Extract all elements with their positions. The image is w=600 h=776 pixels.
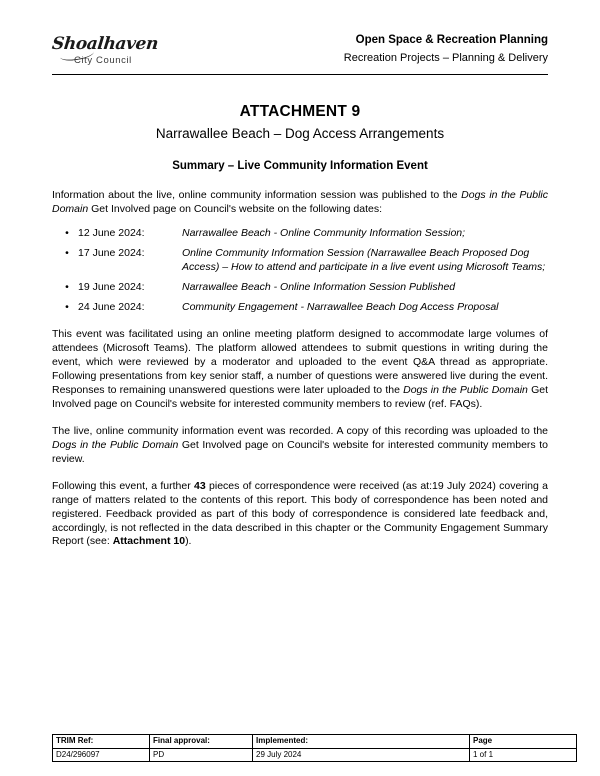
list-item [52, 281, 548, 295]
intro-emphasis: Dogs in the Public Domain [52, 188, 548, 215]
list-item-date: 19 June 2024: [78, 281, 145, 294]
table-row [53, 735, 577, 748]
table-row [53, 748, 577, 761]
para2-text-2: Get Involved page on Council's website for interested community members to review (ref. FAQs). [52, 383, 549, 410]
date-list [52, 227, 548, 315]
footer-header-approval: Final approval: [150, 735, 253, 748]
footer-value-trim: D24/296097 [53, 748, 150, 761]
paragraph-correspondence [52, 480, 548, 550]
bullet-icon: • [65, 301, 69, 314]
list-item-date: 17 June 2024: [78, 247, 145, 260]
intro-text-1: Information about the live, online community information session was published to the [52, 188, 462, 201]
para2-text-1: This event was facilitated using an online meeting platform designed to accommodate large volumes of attendees (Microsoft Teams). The platform allowed attendees to submit questions in writing during the event, which were reviewed by a moderator and uploaded to the event Q&A thread as appropriate. Following presentations from key senior staff, a number of questions were answered live during the event. Responses to remaining unanswered questions were later uploaded to the [52, 328, 548, 396]
list-item-date: 24 June 2024: [78, 301, 145, 314]
footer-value-approval: PD [150, 748, 253, 761]
para4-text-3: ). [185, 535, 192, 548]
logo-wordmark: Shoalhaven [51, 33, 159, 54]
page-subtitle: Narrawallee Beach – Dog Access Arrangements [155, 125, 445, 141]
list-item-desc: Narrawallee Beach - Online Information Session Published [182, 281, 456, 294]
list-item [52, 227, 548, 241]
list-item-desc: Online Community Information Session (Narrawallee Beach Proposed Dog Access) – How to attend and participate in a live event using Microsoft Teams; [182, 247, 546, 274]
logo-subtext: City Council [74, 54, 132, 66]
paragraph-event-facilitation [52, 328, 548, 412]
bullet-icon: • [65, 227, 69, 240]
footer-header-trim: TRIM Ref: [53, 735, 150, 748]
correspondence-count: 43 [194, 479, 206, 492]
header-title: Open Space & Recreation Planning [355, 34, 548, 46]
list-item [52, 247, 548, 275]
list-item-desc: Narrawallee Beach - Online Community Information Session; [182, 227, 466, 240]
list-item-date: 12 June 2024: [78, 227, 145, 240]
attachment-reference: Attachment 10 [112, 535, 186, 548]
header-subtitle: Recreation Projects – Planning & Delivery [343, 51, 548, 64]
section-heading: Summary – Live Community Information Event [172, 159, 428, 172]
para3-emphasis: Dogs in the Public Domain [52, 438, 179, 451]
para3-text-1: The live, online community information event was recorded. A copy of this recording was uploaded to the [52, 424, 548, 437]
footer-header-implemented: Implemented: [253, 735, 470, 748]
intro-text-2: Get Involved page on Council's website on the following dates: [88, 202, 383, 215]
bullet-icon: • [65, 247, 69, 260]
intro-paragraph [52, 189, 548, 217]
list-item [52, 301, 548, 315]
footer-value-implemented: 29 July 2024 [253, 748, 470, 761]
footer-header-page: Page [470, 735, 577, 748]
para4-text-2: pieces of correspondence were received (as at:19 July 2024) covering a range of matters related to the contents of this report. This body of correspondence has been noted and registered. Feedback provided as part of this body of correspondence is considered late feedback and, accordingly, is not reflected in the data described in this chapter or the Community Engagement Summary Report (see: [52, 479, 548, 548]
para3-text-2: Get Involved page on Council's website for interested community members to review. [52, 438, 548, 465]
header-text-block [344, 33, 548, 68]
para2-emphasis: Dogs in the Public Domain [403, 383, 528, 396]
list-item-desc: Community Engagement - Narrawallee Beach Dog Access Proposal [182, 301, 499, 314]
paragraph-recording [52, 425, 548, 467]
council-logo [51, 33, 172, 68]
bullet-icon: • [65, 281, 69, 294]
page-header [52, 0, 548, 75]
para4-text-1: Following this event, a further [52, 479, 195, 492]
footer-table [52, 734, 577, 762]
footer-value-page: 1 of 1 [470, 748, 577, 761]
page-title: ATTACHMENT 9 [239, 102, 361, 120]
